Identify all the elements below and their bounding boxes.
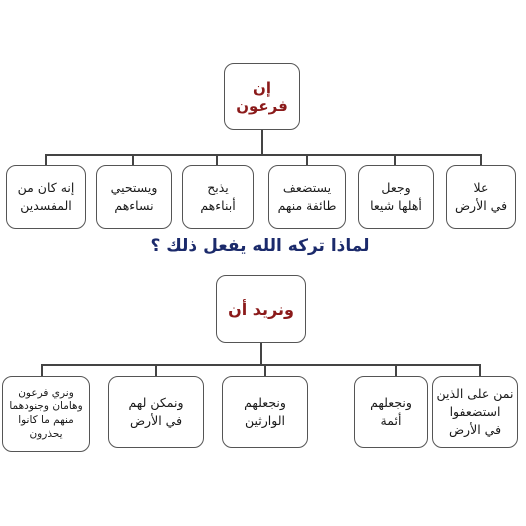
root-box-we-want — [216, 275, 306, 343]
box-text-line: نمن على الذين — [436, 385, 514, 401]
box-text-line: ونجعلهم — [244, 394, 286, 410]
bottom-child-box-1 — [432, 376, 518, 448]
box-text-line: نساءهم — [114, 198, 154, 213]
box-text-line: في الأرض — [448, 422, 502, 438]
top-child-box-1 — [446, 165, 516, 229]
root-box-pharaoh — [224, 63, 300, 130]
bottom-child-box-2 — [354, 376, 428, 448]
connector-line — [260, 343, 262, 365]
question-heading: لماذا تركه الله يفعل ذلك ؟ — [150, 236, 370, 256]
top-child-box-4 — [182, 165, 254, 229]
box-text-line: أهلها شيعا — [370, 198, 422, 213]
box-text-line: إنه كان من — [17, 179, 75, 195]
bottom-child-box-4 — [108, 376, 204, 448]
box-text-line: طائفة منهم — [277, 198, 337, 213]
box-text-line: يذبح — [207, 179, 229, 195]
connector-line — [45, 154, 481, 156]
bottom-child-box-3 — [222, 376, 308, 448]
box-text-line: علا — [473, 179, 489, 195]
root-label: ونريد أن — [228, 299, 294, 319]
box-text-line: في الأرض — [129, 413, 183, 428]
box-text-line: ونمكن لهم — [128, 394, 184, 410]
connector-line — [41, 364, 481, 366]
box-text-line: أبناءهم — [200, 198, 236, 213]
box-text-line: ويستحيي — [110, 179, 158, 195]
box-text-line: استضعفوا — [449, 403, 501, 419]
root-label: إن فرعون — [236, 78, 288, 115]
box-text-line: وهامان وجنودهما — [9, 400, 83, 413]
box-text-line: الوارثين — [244, 413, 285, 428]
box-text-line: ونري فرعون — [18, 386, 74, 399]
top-child-box-3 — [268, 165, 346, 229]
top-child-box-6 — [6, 165, 86, 229]
top-child-box-2 — [358, 165, 434, 229]
bottom-child-box-5 — [2, 376, 90, 452]
box-text-line: المفسدين — [20, 198, 72, 213]
connector-line — [261, 130, 263, 155]
box-text-line: يحذرون — [29, 427, 63, 440]
box-text-line: وجعل — [381, 179, 411, 195]
box-text-line: يستضعف — [282, 179, 332, 195]
box-text-line: ونجعلهم — [370, 394, 412, 410]
box-text-line: أئمة — [380, 413, 402, 428]
top-child-box-5 — [96, 165, 172, 229]
box-text-line: منهم ما كانوا — [18, 414, 74, 426]
box-text-line: في الأرض — [454, 198, 508, 213]
